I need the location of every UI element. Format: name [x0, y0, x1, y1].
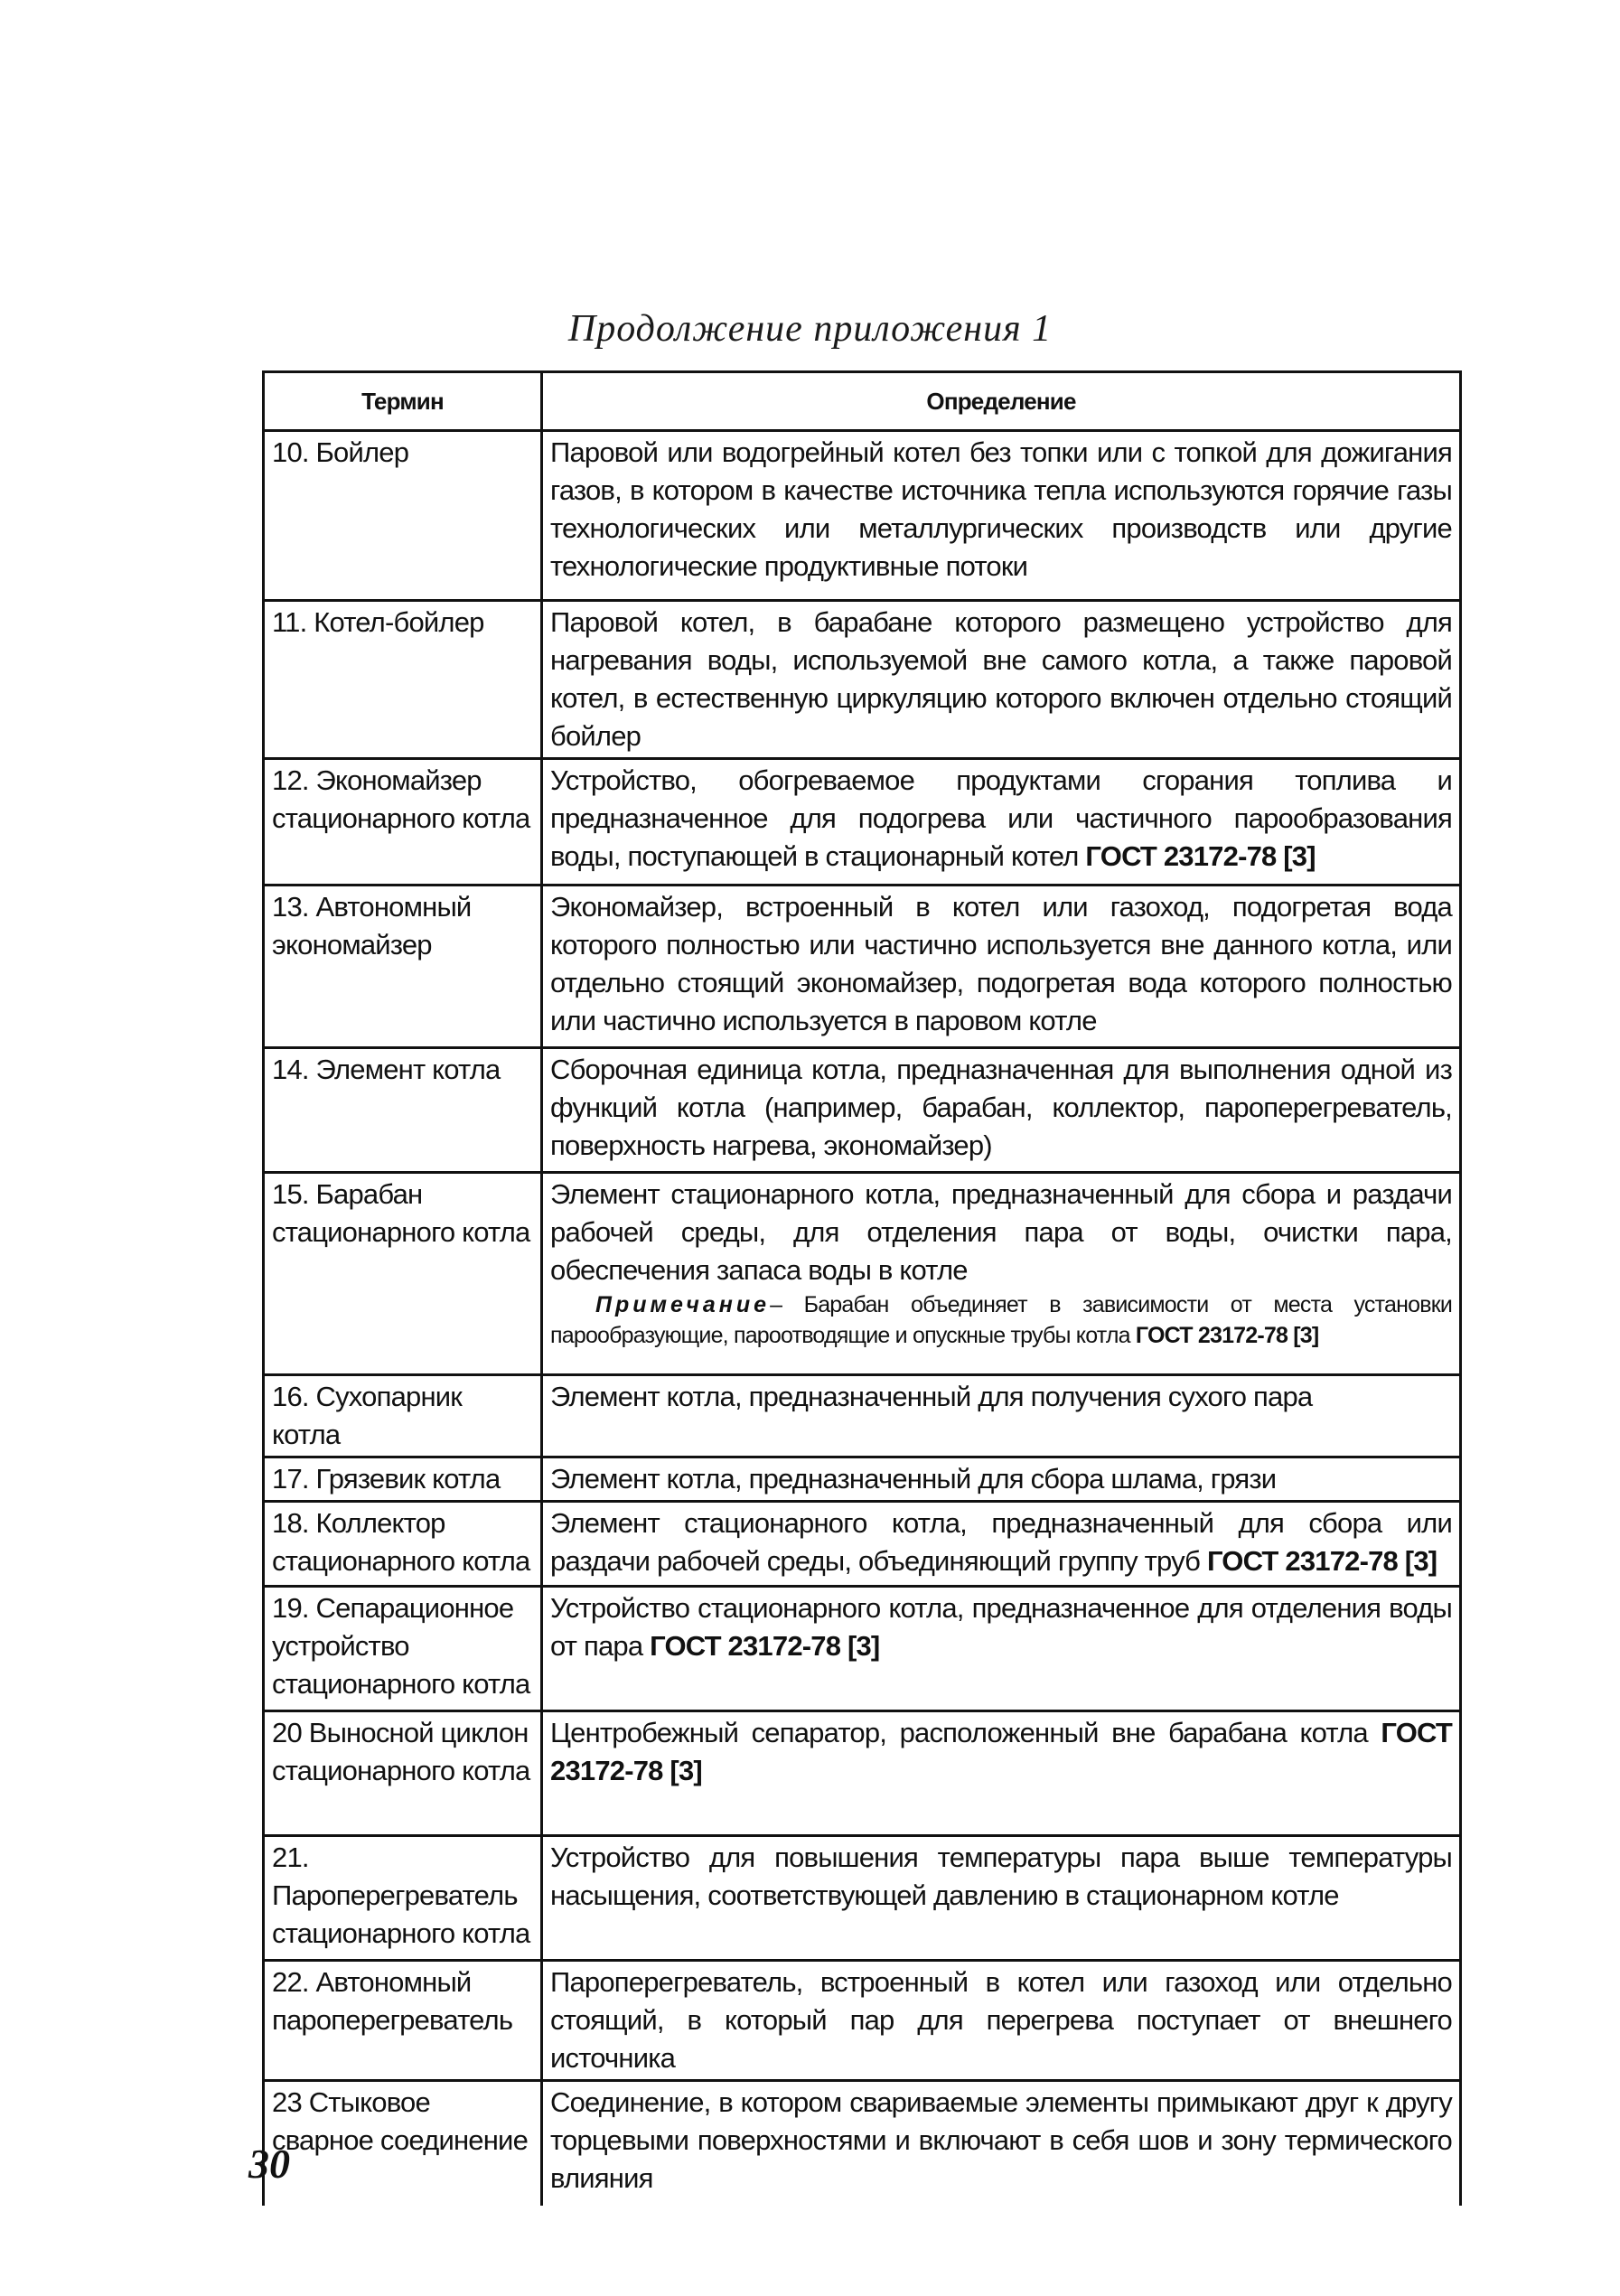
definition-cell — [542, 1836, 1461, 1961]
definition-cell — [542, 2081, 1461, 2206]
table-row — [264, 601, 1461, 759]
definition-text: Элемент стационарного котла, предназначенный для сбора или раздачи рабочей среды, объединяющий группу труб — [550, 1507, 1452, 1577]
note-lead: Примечание — [595, 1292, 771, 1317]
definition-text: Центробежный сепаратор, расположенный вне барабана котла — [550, 1717, 1368, 1748]
definition-text: Сборочная единица котла, предназначенная для выполнения одной из функций котла (например, барабан, коллектор, пароперегреватель, поверхность нагрева, экономайзер) — [550, 1054, 1452, 1161]
definition-text: Устройство, обогреваемое продуктами сгорания топлива и предназначенное для подогрева или частичного парообразования воды, поступающей в стационарный котел — [550, 764, 1452, 872]
note-block — [550, 1289, 1452, 1351]
table-row — [264, 1961, 1461, 2081]
definition-text: Элемент стационарного котла, предназначенный для сбора и раздачи рабочей среды, для отделения пара от воды, очистки пара, обеспечения запаса воды в котле — [550, 1178, 1452, 1286]
gost-reference: ГОСТ 23172-78 [3] — [1135, 1323, 1319, 1348]
term-cell: 21. Пароперегреватель стационарного котла — [264, 1836, 542, 1961]
term-cell: 20 Выносной циклон стационарного котла — [264, 1711, 542, 1836]
term-cell: 14. Элемент котла — [264, 1048, 542, 1173]
definition-text: Экономайзер, встроенный в котел или газоход, подогретая вода которого полностью или частично используется вне данного котла, или отдельно стоящий экономайзер, подогретая вода которого полностью или частично используется в паровом котле — [550, 891, 1452, 1036]
term-cell: 13. Автономный экономайзер — [264, 886, 542, 1048]
table-row — [264, 1711, 1461, 1836]
table-row — [264, 2081, 1461, 2206]
term-cell: 12. Экономайзер стационарного котла — [264, 759, 542, 886]
table-row — [264, 1173, 1461, 1375]
note-text: – Барабан объединяет в зависимости от места установки парообразующие, пароотводящие и опускные трубы котла — [550, 1292, 1452, 1348]
term-cell: 10. Бойлер — [264, 431, 542, 601]
table-row — [264, 1457, 1461, 1502]
gost-reference: ГОСТ 23172-78 [3] — [550, 1717, 1452, 1786]
definition-cell — [542, 1587, 1461, 1711]
term-cell: 15. Барабан стационарного котла — [264, 1173, 542, 1375]
term-cell: 22. Автономный пароперегреватель — [264, 1961, 542, 2081]
definition-text: Паровой котел, в барабане которого размещено устройство для нагревания воды, используемой вне самого котла, а также паровой котел, в естественную циркуляцию которого включен отдельно стоящий бойлер — [550, 606, 1452, 752]
definition-text: Элемент котла, предназначенный для получения сухого пара — [550, 1381, 1313, 1412]
gost-reference: ГОСТ 23172-78 [3] — [650, 1630, 880, 1662]
table-row — [264, 1502, 1461, 1587]
table-row — [264, 886, 1461, 1048]
definition-cell — [542, 1048, 1461, 1173]
table-row — [264, 431, 1461, 601]
table-row — [264, 1587, 1461, 1711]
term-cell: 19. Сепарационное устройство стационарного котла — [264, 1587, 542, 1711]
table-row — [264, 1836, 1461, 1961]
definition-cell — [542, 601, 1461, 759]
definition-text: Элемент котла, предназначенный для сбора шлама, грязи — [550, 1463, 1277, 1495]
definition-cell — [542, 1173, 1461, 1375]
definition-text: Устройство стационарного котла, предназначенное для отделения воды от пара — [550, 1592, 1452, 1662]
term-cell: 18. Коллектор стационарного котла — [264, 1502, 542, 1587]
definition-text: Соединение, в котором свариваемые элементы примыкают друг к другу торцевыми поверхностями и включают в себя шов и зону термического влияния — [550, 2086, 1452, 2194]
term-cell: 17. Грязевик котла — [264, 1457, 542, 1502]
gost-reference: ГОСТ 23172-78 [3] — [1085, 840, 1316, 872]
definition-column-header: Определение — [542, 372, 1461, 431]
term-cell: 16. Сухопарник котла — [264, 1375, 542, 1457]
definition-text: Устройство для повышения температуры пара выше температуры насыщения, соответствующей давлению в стационарном котле — [550, 1841, 1452, 1911]
page-heading: Продолжение приложения 1 — [567, 308, 1053, 350]
table-row — [264, 759, 1461, 886]
table-row — [264, 1375, 1461, 1457]
page-number: 30 — [248, 2141, 290, 2187]
term-column-header: Термин — [264, 372, 542, 431]
definition-text: Паровой или водогрейный котел без топки или с топкой для дожигания газов, в котором в качестве источника тепла используются горячие газы технологических или металлургических производств или другие технологические продуктивные потоки — [550, 436, 1452, 582]
term-cell: 23 Стыковое сварное соединение — [264, 2081, 542, 2206]
terms-table — [262, 370, 1462, 2206]
definition-cell — [542, 1457, 1461, 1502]
definition-cell — [542, 759, 1461, 886]
table-row — [264, 1048, 1461, 1173]
table-header-row — [264, 372, 1461, 431]
term-cell: 11. Котел-бойлер — [264, 601, 542, 759]
definition-cell — [542, 431, 1461, 601]
definition-cell — [542, 886, 1461, 1048]
definition-cell — [542, 1961, 1461, 2081]
definition-text: Пароперегреватель, встроенный в котел или газоход или отдельно стоящий, в который пар для перегрева поступает от внешнего источника — [550, 1966, 1452, 2074]
definition-cell — [542, 1711, 1461, 1836]
gost-reference: ГОСТ 23172-78 [3] — [1206, 1545, 1437, 1577]
definition-cell — [542, 1375, 1461, 1457]
definition-cell — [542, 1502, 1461, 1587]
